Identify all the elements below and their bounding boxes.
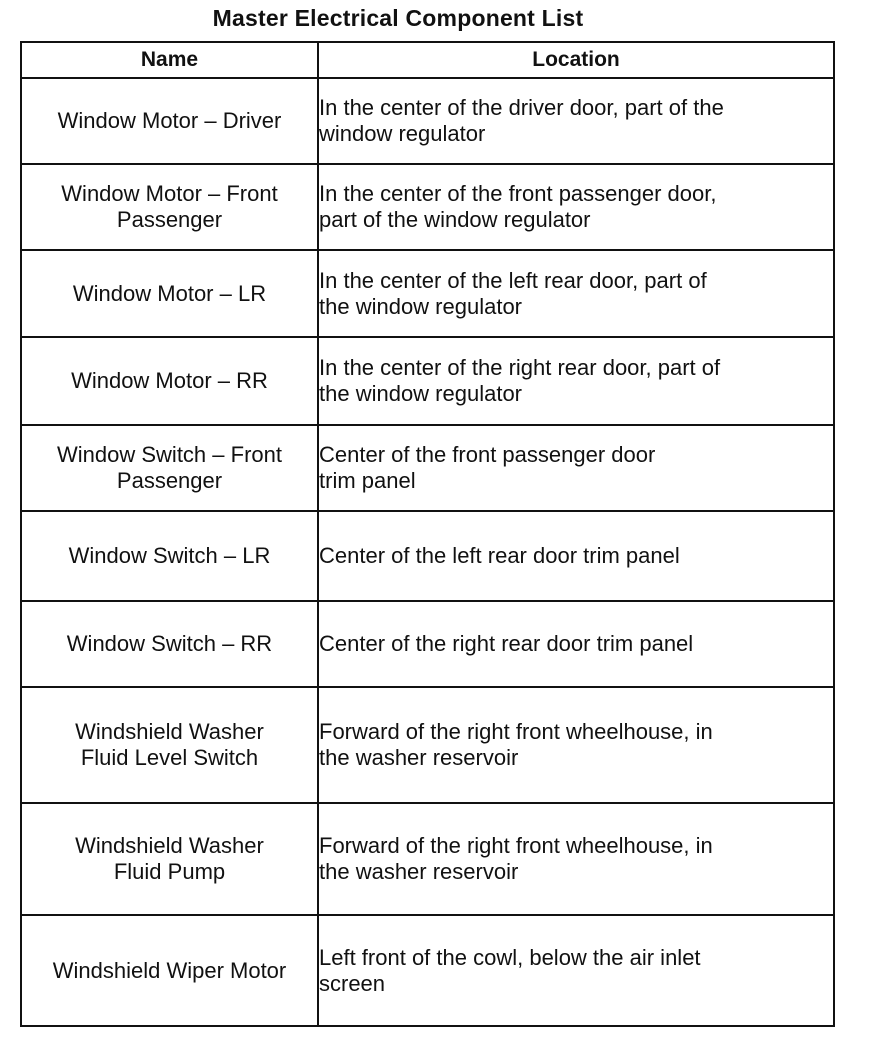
component-name: Window Motor – Front Passenger — [61, 181, 278, 232]
component-name-cell — [21, 687, 318, 803]
component-location-cell — [318, 601, 834, 687]
component-name-cell — [21, 164, 318, 250]
component-location: Center of the left rear door trim panel — [319, 543, 680, 568]
component-location: Forward of the right front wheelhouse, in the washer reservoir — [319, 833, 713, 884]
component-location-cell — [318, 803, 834, 915]
component-name: Window Switch – RR — [66, 631, 273, 656]
component-name: Windshield Wiper Motor — [52, 957, 287, 983]
component-name-cell — [21, 915, 318, 1026]
component-name: Windshield Washer Fluid Level Switch — [75, 719, 264, 770]
component-name-cell — [21, 337, 318, 425]
table-row — [21, 687, 834, 803]
component-name-cell — [21, 425, 318, 511]
component-location-cell — [318, 164, 834, 250]
component-table — [20, 41, 835, 1027]
component-name-cell — [21, 250, 318, 337]
component-location: In the center of the right rear door, part of the window regulator — [319, 355, 721, 406]
column-header-location: Location — [318, 42, 834, 78]
component-location: Center of the right rear door trim panel — [319, 631, 694, 656]
table-row — [21, 250, 834, 337]
component-location: In the center of the front passenger door, part of the window regulator — [319, 181, 717, 232]
table-body — [21, 78, 834, 1026]
component-location-cell — [318, 337, 834, 425]
component-name: Windshield Washer Fluid Pump — [75, 833, 264, 884]
component-name: Window Motor – RR — [71, 368, 268, 393]
table-row — [21, 78, 834, 164]
table-row — [21, 915, 834, 1026]
table-row — [21, 164, 834, 250]
component-location-cell — [318, 915, 834, 1026]
component-name-cell — [21, 601, 318, 687]
component-name: Window Motor – LR — [72, 280, 267, 306]
component-name: Window Switch – Front Passenger — [57, 442, 282, 493]
page-title: Master Electrical Component List — [212, 5, 584, 31]
component-location: In the center of the driver door, part of the window regulator — [319, 95, 724, 146]
column-header-name: Name — [21, 42, 318, 78]
component-location: Left front of the cowl, below the air inlet screen — [319, 944, 701, 996]
table-header — [21, 42, 834, 78]
component-location-cell — [318, 78, 834, 164]
component-location-cell — [318, 687, 834, 803]
component-name-cell — [21, 803, 318, 915]
component-location: In the center of the left rear door, part of the window regulator — [319, 267, 707, 319]
component-location: Forward of the right front wheelhouse, in the washer reservoir — [319, 719, 713, 770]
table-row — [21, 337, 834, 425]
component-location-cell — [318, 250, 834, 337]
component-name-cell — [21, 511, 318, 601]
component-location-cell — [318, 425, 834, 511]
table-row — [21, 425, 834, 511]
component-name: Window Motor – Driver — [57, 108, 282, 133]
header-row — [21, 42, 834, 78]
table-row — [21, 601, 834, 687]
component-location-cell — [318, 511, 834, 601]
component-name: Window Switch – LR — [68, 543, 271, 568]
table-row — [21, 511, 834, 601]
table-row — [21, 803, 834, 915]
component-name-cell — [21, 78, 318, 164]
component-location: Center of the front passenger door trim panel — [319, 442, 656, 493]
